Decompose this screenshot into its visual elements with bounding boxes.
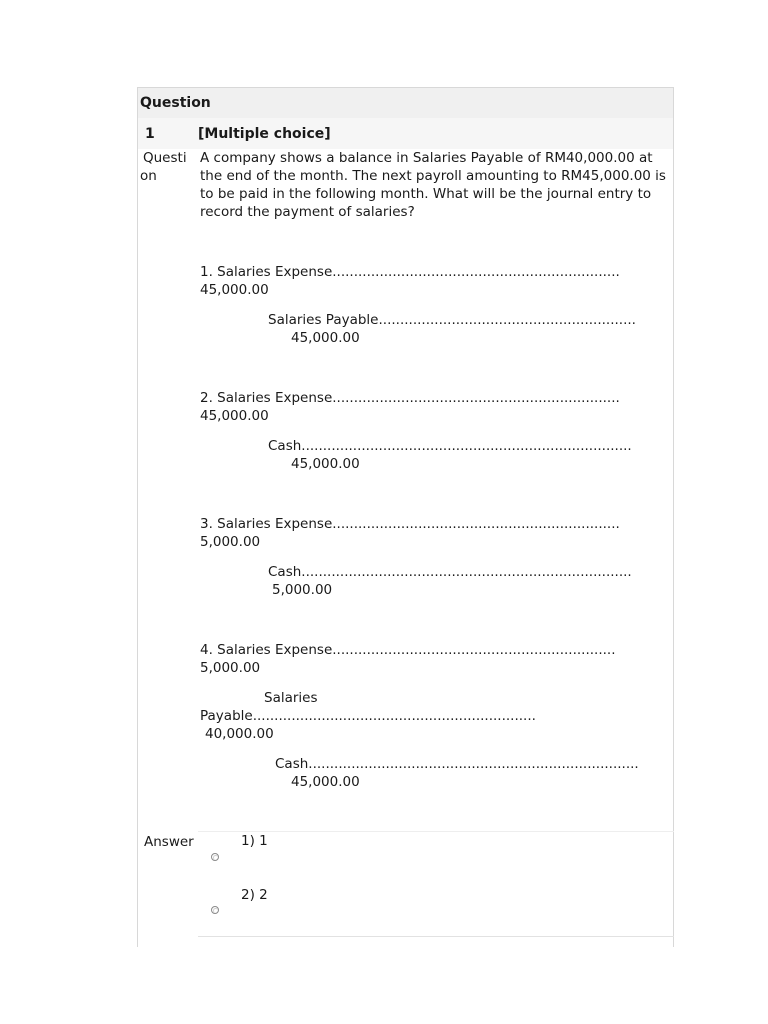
question-type: [Multiple choice]	[198, 125, 331, 142]
answer-option-2-label[interactable]: 2) 2	[241, 887, 268, 903]
choice-1-credit-amount: 45,000.00	[291, 330, 360, 346]
question-label-line1: Questi	[143, 150, 187, 166]
answer-option-1-radio[interactable]	[211, 853, 219, 861]
choice-2-credit: Cash.............................................................................	[268, 438, 632, 454]
choice-4-debit: 4. Salaries Expense..................................................................	[200, 642, 616, 658]
choice-4-credit2: Cash.............................................................................	[275, 756, 639, 772]
choice-1-debit: 1. Salaries Expense...................................................................	[200, 264, 620, 280]
choice-1-debit-amount: 45,000.00	[200, 282, 269, 298]
choice-2-debit: 2. Salaries Expense...................................................................	[200, 390, 620, 406]
question-header-title: Question	[140, 95, 211, 111]
question-header	[138, 88, 673, 118]
answer-option-1-label[interactable]: 1) 1	[241, 833, 268, 849]
question-label	[140, 149, 198, 185]
question-number-row	[138, 118, 673, 149]
question-number: 1	[145, 125, 155, 142]
question-label-line2: on	[140, 168, 157, 184]
choice-4-credit1-amount: 40,000.00	[205, 726, 274, 742]
choice-2-credit-amount: 45,000.00	[291, 456, 360, 472]
question-card	[137, 87, 674, 947]
question-text: A company shows a balance in Salaries Payable of RM40,000.00 at the end of the month. The next payroll amounting to RM45,000.00 is to be paid in the following month. What will be the journal entry to record the payment of salaries?	[200, 150, 666, 220]
choice-3-debit: 3. Salaries Expense...................................................................	[200, 516, 620, 532]
choice-3-debit-amount: 5,000.00	[200, 534, 261, 550]
choice-3-credit: Cash.............................................................................	[268, 564, 632, 580]
answer-options	[198, 831, 674, 937]
choice-4-credit1-part1: Salaries	[264, 690, 318, 706]
choice-2-debit-amount: 45,000.00	[200, 408, 269, 424]
choice-4-debit-amount: 5,000.00	[200, 660, 261, 676]
answer-label: Answer	[144, 834, 194, 850]
choice-4-credit1-part2: Payable..................................................................	[200, 708, 536, 724]
choice-3-credit-amount: 5,000.00	[272, 582, 333, 598]
choice-1-credit: Salaries Payable............................................................	[268, 312, 636, 328]
answer-option-2-radio[interactable]	[211, 906, 219, 914]
choice-4-credit2-amount: 45,000.00	[291, 774, 360, 790]
